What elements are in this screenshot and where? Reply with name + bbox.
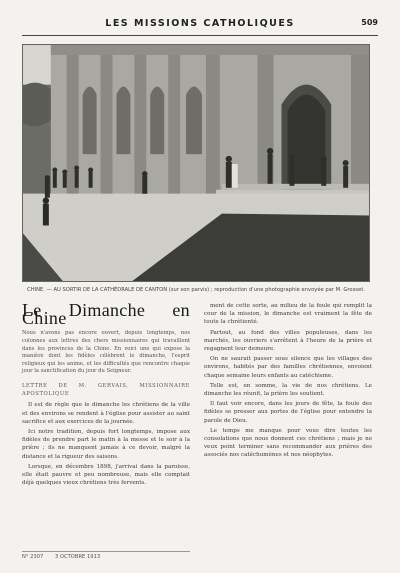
issue-date: 3 OCTOBRE 1913 bbox=[54, 554, 101, 560]
page-number: 509 bbox=[361, 18, 378, 27]
article-title: Le Dimanche en Chine bbox=[22, 300, 190, 329]
article-paragraph: Le temps me manque pour vous dire toutes les consolations que nous donnent ces chrétiens ; mais je ne veux point terminer sans recommander aux prières des associés nos catéchumènes et nos néophytes. bbox=[204, 427, 372, 459]
page-footer bbox=[22, 551, 190, 560]
article-paragraph: Telle est, en somme, la vie de nos chrétiens. Le dimanche les réunit, la prière les soutient. bbox=[204, 382, 372, 398]
article-paragraph: Ici notre tradition, depuis fort longtemps, impose aux fidèles de prendre part le matin à la messe et le soir à la prière ; ils ne manquent jamais à ce devoir, malgré la distance et la rigueur des saisons. bbox=[22, 428, 190, 460]
cathedral-photo-illustration bbox=[23, 45, 369, 281]
article-paragraph: Il est de règle que le dimanche les chrétiens de la ville et des environs se rendent à l'église pour assister au saint sacrifice et aux exercices de la journée. bbox=[22, 402, 190, 425]
article-intro: Nous n'avons pas encore ouvert, depuis longtemps, nos colonnes aux lettres des chers missionnaires qui travaillent dans les provinces de la Chine. En voici une qui expose la manière dont les fidèles célèbrent le dimanche, l'esprit religieux qui les anime, et les difficultés que rencontre chaque jour la sanctification du jour du Seigneur. bbox=[22, 330, 190, 375]
article-right-column bbox=[204, 302, 372, 462]
article-paragraph: Il faut voir encore, dans les jours de fête, la foule des fidèles se presser aux portes de l'église pour entendre la parole de Dieu. bbox=[204, 401, 372, 424]
article-paragraph: On ne saurait passer sous silence que les villages des environs, habités par des familles chrétiennes, envoient chaque semaine leurs enfants au catéchisme. bbox=[204, 356, 372, 379]
article-paragraph: Lorsque, en décembre 1898, j'arrivai dans la paroisse, elle était pauvre et peu nombreuse, mais elle comptait déjà quelques vieux chrétiens très fervents. bbox=[22, 463, 190, 487]
figure-caption: CHINE. — AU SORTIR DE LA CATHÉDRALE DE CANTON (sur son parvis) ; reproduction d'une photographie envoyée par M. Grosset. bbox=[27, 287, 365, 293]
running-header bbox=[22, 8, 378, 36]
article-byline: LETTRE DE M. GERVAIS, MISSIONNAIRE APOSTOLIQUE bbox=[22, 382, 190, 398]
article-paragraph: ment de cette sorte, au milieu de la foule qui remplit la cour de la mission, le dimanche est vraiment la fête de toute la chrétienté. bbox=[204, 303, 372, 326]
article-paragraph: Partout, au fond des villes populeuses, dans les marchés, les ouvriers s'arrêtent à l'heure de la prière et regagnent leur demeure. bbox=[204, 329, 372, 353]
cathedral-photograph bbox=[22, 44, 370, 282]
issue-number: N° 2307 bbox=[22, 554, 44, 560]
running-title: LES MISSIONS CATHOLIQUES bbox=[105, 18, 295, 29]
article-left-column bbox=[22, 302, 190, 489]
